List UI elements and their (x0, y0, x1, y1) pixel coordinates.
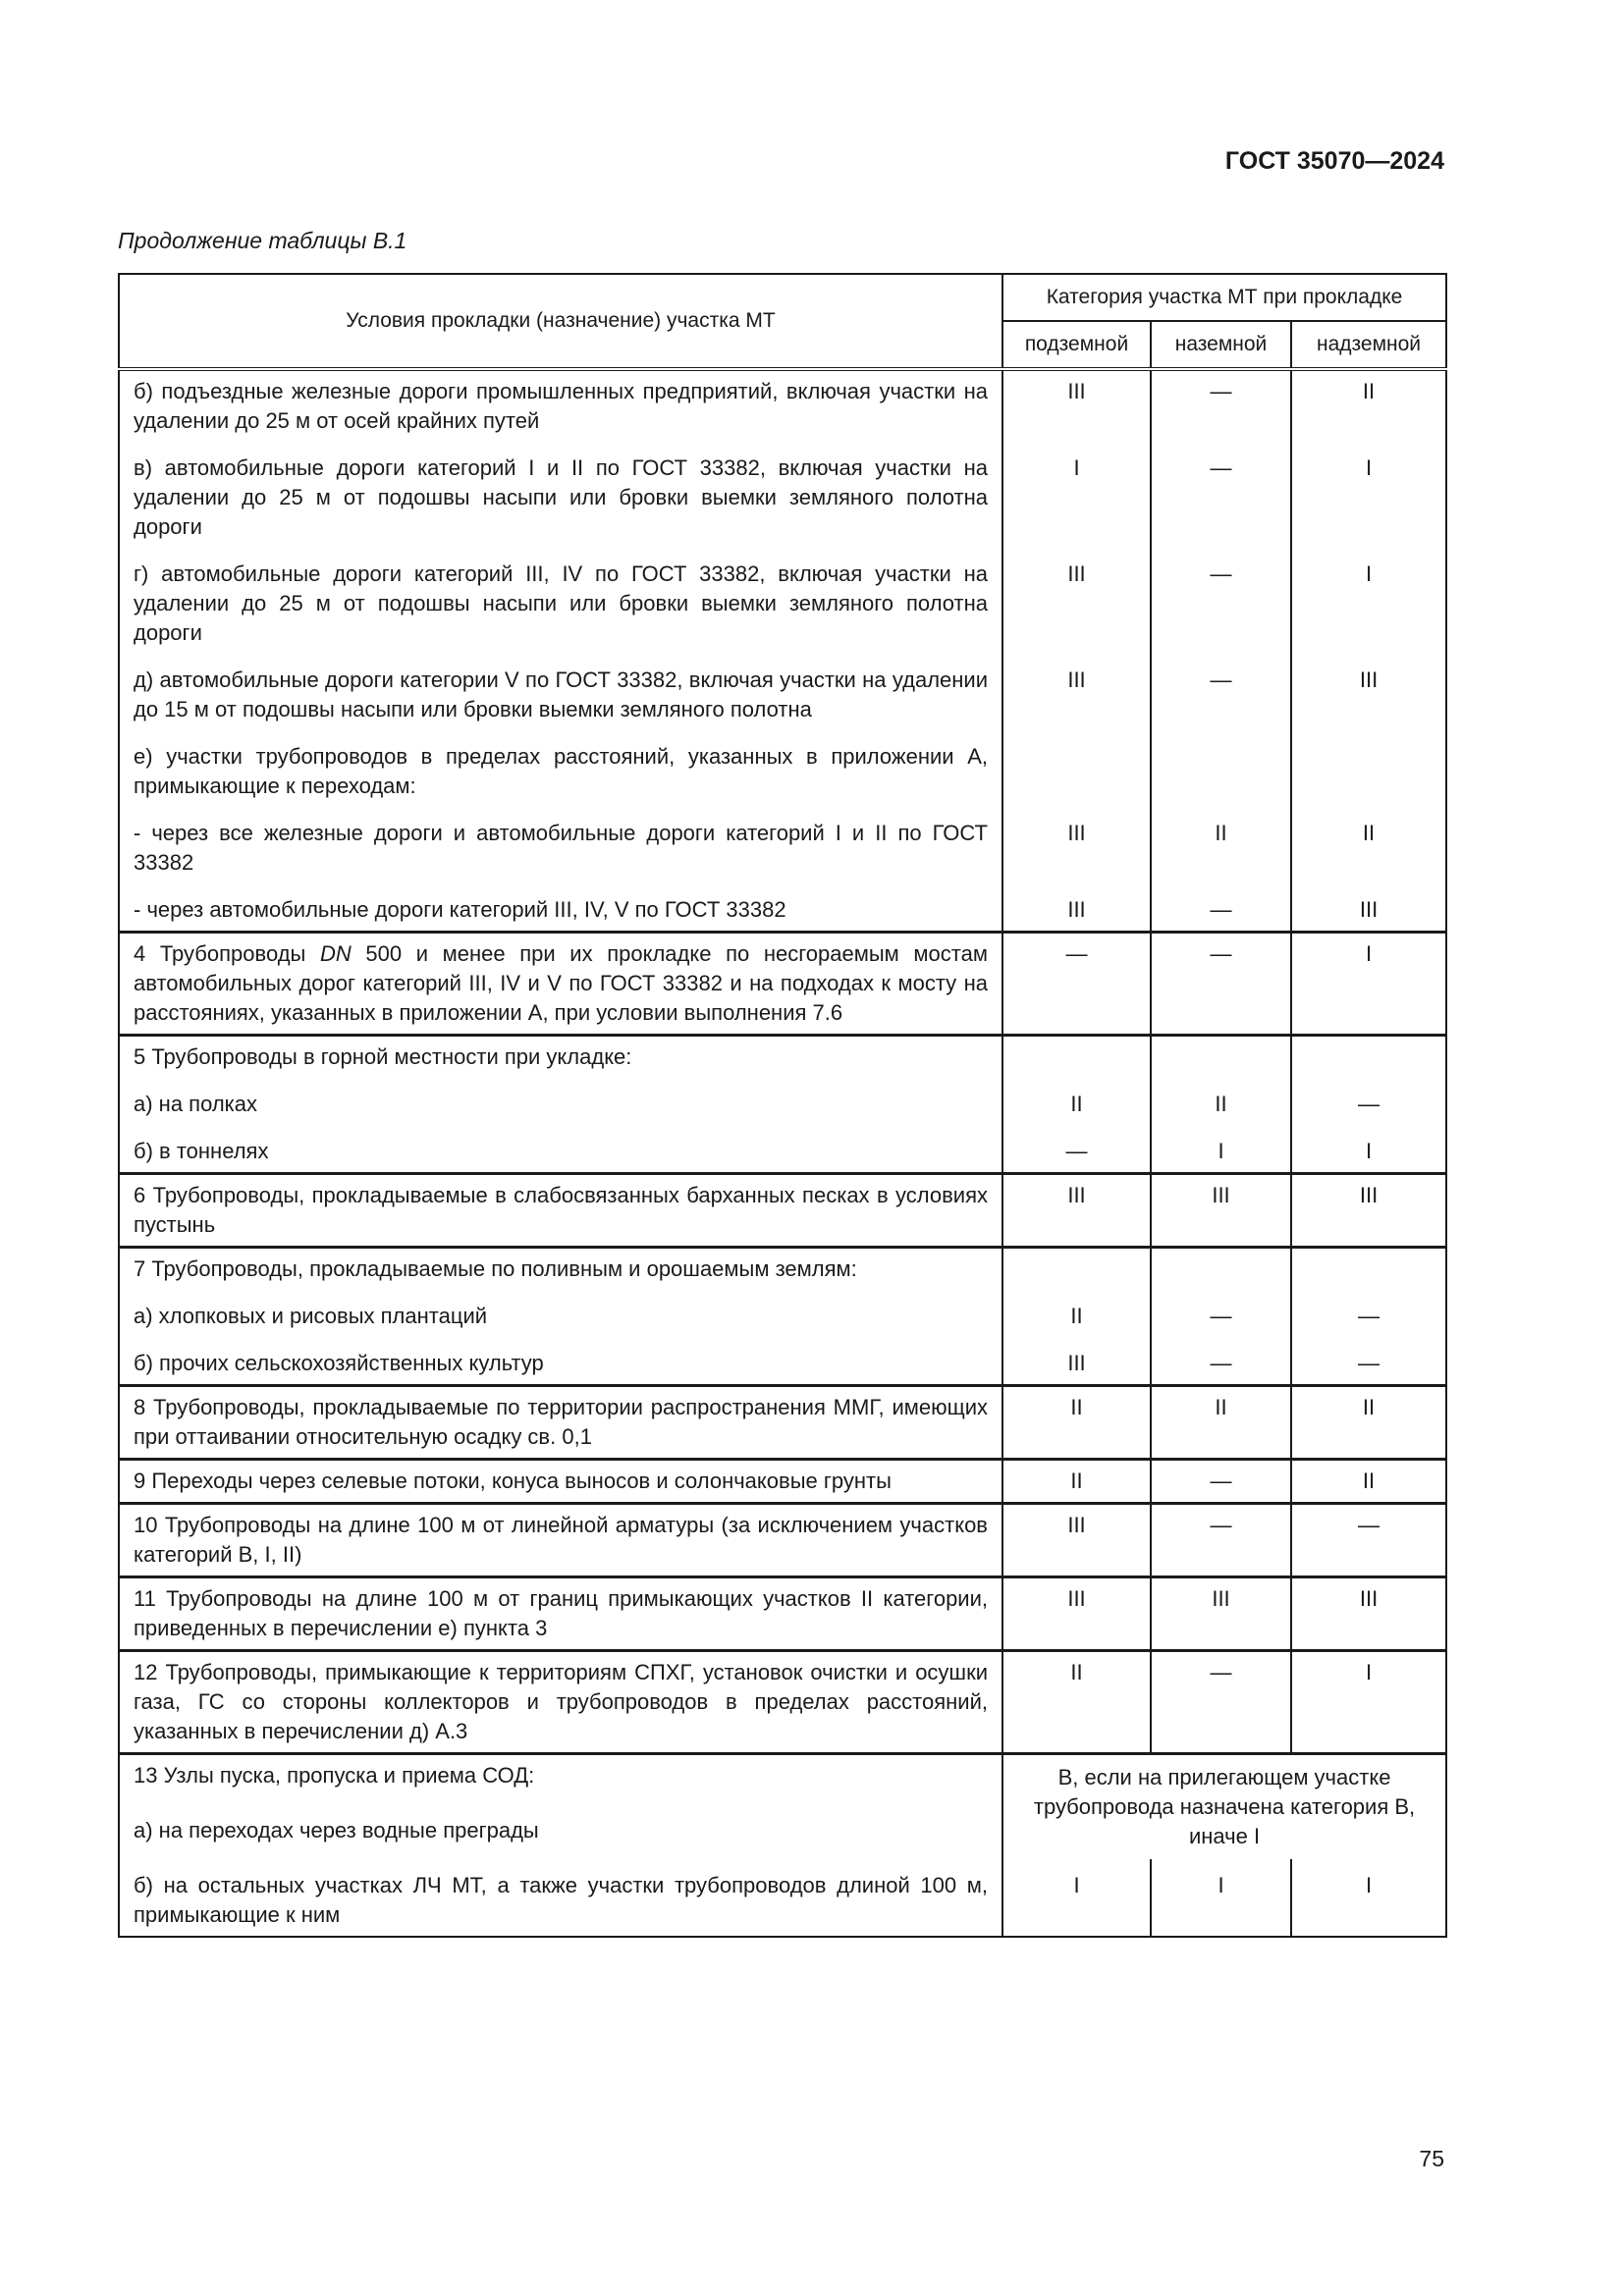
merged-category-note: В, если на прилегающем участке трубопровода назначена категория В, иначе I (1002, 1754, 1446, 1860)
category-table-wrapper (118, 273, 1445, 1938)
value-above: I (1291, 1651, 1446, 1754)
value-underground: II (1002, 1290, 1151, 1337)
row-text: д) автомобильные дороги категории V по ГОСТ 33382, включая участки на удалении до 15 м от подошвы насыпи или бровки выемки земляного полотна (119, 654, 1002, 730)
value-ground (1151, 1036, 1291, 1079)
value-above (1291, 1248, 1446, 1291)
row-text: б) на остальных участках ЛЧ МТ, а также участки трубопроводов длиной 100 м, примыкающие к ним (119, 1859, 1002, 1937)
value-underground: III (1002, 369, 1151, 442)
value-ground: III (1151, 1174, 1291, 1248)
value-underground: III (1002, 1337, 1151, 1386)
value-above: I (1291, 1859, 1446, 1937)
value-ground: — (1151, 1504, 1291, 1577)
value-above (1291, 730, 1446, 807)
value-ground: — (1151, 883, 1291, 933)
value-ground: II (1151, 1386, 1291, 1460)
value-underground (1002, 730, 1151, 807)
value-ground: — (1151, 1337, 1291, 1386)
row-text: 10 Трубопроводы на длине 100 м от линейной арматуры (за исключением участков категорий В, I, II) (119, 1504, 1002, 1577)
row-text: - через все железные дороги и автомобильные дороги категорий I и II по ГОСТ 33382 (119, 807, 1002, 883)
row-text: б) в тоннелях (119, 1125, 1002, 1174)
table-row (119, 1859, 1446, 1937)
value-above: II (1291, 1386, 1446, 1460)
value-above (1291, 1036, 1446, 1079)
table-row (119, 730, 1446, 807)
value-above: III (1291, 654, 1446, 730)
page-number: 75 (1419, 2146, 1444, 2171)
value-above: — (1291, 1504, 1446, 1577)
value-underground: II (1002, 1651, 1151, 1754)
table-row (119, 1337, 1446, 1386)
header-ground: наземной (1151, 321, 1291, 369)
row-text (119, 933, 1002, 1036)
row-text-pre: 4 Трубопроводы (134, 941, 320, 966)
value-ground: I (1151, 1125, 1291, 1174)
value-underground: III (1002, 1577, 1151, 1651)
row-text: в) автомобильные дороги категорий I и II по ГОСТ 33382, включая участки на удалении до 25 м от подошвы насыпи или бровки выемки земляного полотна дороги (119, 442, 1002, 548)
document-code: ГОСТ 35070—2024 (1224, 147, 1444, 175)
row-text: а) хлопковых и рисовых плантаций (119, 1290, 1002, 1337)
value-ground (1151, 1248, 1291, 1291)
row-text-dn: DN (319, 941, 352, 966)
table-row (119, 1504, 1446, 1577)
value-above: I (1291, 933, 1446, 1036)
value-underground (1002, 1248, 1151, 1291)
value-above: II (1291, 807, 1446, 883)
row-text: 9 Переходы через селевые потоки, конуса выносов и солончаковые грунты (119, 1460, 1002, 1504)
value-ground: — (1151, 1460, 1291, 1504)
value-ground: II (1151, 807, 1291, 883)
value-underground: I (1002, 1859, 1151, 1937)
value-above: III (1291, 1577, 1446, 1651)
table-row (119, 442, 1446, 548)
value-ground: III (1151, 1577, 1291, 1651)
value-ground: — (1151, 654, 1291, 730)
table-row (119, 807, 1446, 883)
table-row (119, 933, 1446, 1036)
value-above: I (1291, 1125, 1446, 1174)
value-underground: — (1002, 1125, 1151, 1174)
value-ground: — (1151, 548, 1291, 654)
value-underground: III (1002, 1504, 1151, 1577)
value-ground: — (1151, 1651, 1291, 1754)
value-underground: I (1002, 442, 1151, 548)
table-row (119, 1125, 1446, 1174)
row-text: г) автомобильные дороги категорий III, IV по ГОСТ 33382, включая участки на удалении до 25 м от подошвы насыпи или бровки выемки земляного полотна дороги (119, 548, 1002, 654)
row-text: 8 Трубопроводы, прокладываемые по территории распространения ММГ, имеющих при оттаивании относительную осадку св. 0,1 (119, 1386, 1002, 1460)
value-underground: II (1002, 1386, 1151, 1460)
value-underground: III (1002, 548, 1151, 654)
value-above: III (1291, 1174, 1446, 1248)
row-text: а) на полках (119, 1078, 1002, 1125)
category-table (118, 273, 1447, 1938)
row-text: б) прочих сельскохозяйственных культур (119, 1337, 1002, 1386)
table-row (119, 883, 1446, 933)
value-above: I (1291, 548, 1446, 654)
table-row (119, 1174, 1446, 1248)
row-text: 5 Трубопроводы в горной местности при укладке: (119, 1036, 1002, 1079)
value-ground: — (1151, 369, 1291, 442)
value-underground: III (1002, 883, 1151, 933)
table-row (119, 1386, 1446, 1460)
value-underground (1002, 1036, 1151, 1079)
value-ground: II (1151, 1078, 1291, 1125)
value-above: — (1291, 1078, 1446, 1125)
table-row (119, 369, 1446, 442)
value-above: II (1291, 1460, 1446, 1504)
row-text: е) участки трубопроводов в пределах расстояний, указанных в приложении А, примыкающие к переходам: (119, 730, 1002, 807)
header-category: Категория участка МТ при прокладке (1002, 274, 1446, 321)
table-row (119, 1651, 1446, 1754)
row-text: а) на переходах через водные преграды (119, 1804, 1002, 1859)
value-above: II (1291, 369, 1446, 442)
value-above: I (1291, 442, 1446, 548)
value-ground: — (1151, 442, 1291, 548)
table-row (119, 654, 1446, 730)
value-ground: — (1151, 933, 1291, 1036)
value-underground: II (1002, 1078, 1151, 1125)
table-row (119, 548, 1446, 654)
table-row (119, 1036, 1446, 1079)
table-row (119, 1078, 1446, 1125)
value-above: III (1291, 883, 1446, 933)
row-text-post: 500 и менее при их прокладке по несгораемым мостам автомобильных дорог категорий III, IV и V по ГОСТ 33382 и на подходах к мосту на расстояниях, указанных в приложении А, при условии выполнения 7.6 (134, 941, 988, 1025)
value-underground: II (1002, 1460, 1151, 1504)
table-row (119, 1460, 1446, 1504)
table-row (119, 1577, 1446, 1651)
row-text: 12 Трубопроводы, примыкающие к территориям СПХГ, установок очистки и осушки газа, ГС со стороны коллекторов и трубопроводов в пределах расстояний, указанных в перечислении д) А.3 (119, 1651, 1002, 1754)
row-text: - через автомобильные дороги категорий III, IV, V по ГОСТ 33382 (119, 883, 1002, 933)
row-text: 11 Трубопроводы на длине 100 м от границ примыкающих участков II категории, приведенных в перечислении е) пункта 3 (119, 1577, 1002, 1651)
value-underground: III (1002, 807, 1151, 883)
value-ground: — (1151, 1290, 1291, 1337)
row-text: 6 Трубопроводы, прокладываемые в слабосвязанных барханных песках в условиях пустынь (119, 1174, 1002, 1248)
row-text: 7 Трубопроводы, прокладываемые по поливным и орошаемым землям: (119, 1248, 1002, 1291)
table-row (119, 1754, 1446, 1804)
table-row (119, 1248, 1446, 1291)
row-text: 13 Узлы пуска, пропуска и приема СОД: (119, 1754, 1002, 1804)
row-text: б) подъездные железные дороги промышленных предприятий, включая участки на удалении до 25 м от осей крайних путей (119, 369, 1002, 442)
value-underground: III (1002, 654, 1151, 730)
value-ground (1151, 730, 1291, 807)
header-conditions: Условия прокладки (назначение) участка МТ (119, 274, 1002, 369)
value-underground: — (1002, 933, 1151, 1036)
value-above: — (1291, 1337, 1446, 1386)
header-above: надземной (1291, 321, 1446, 369)
header-underground: подземной (1002, 321, 1151, 369)
table-continuation-caption: Продолжение таблицы В.1 (118, 228, 407, 253)
value-ground: I (1151, 1859, 1291, 1937)
table-row (119, 1290, 1446, 1337)
value-above: — (1291, 1290, 1446, 1337)
value-underground: III (1002, 1174, 1151, 1248)
